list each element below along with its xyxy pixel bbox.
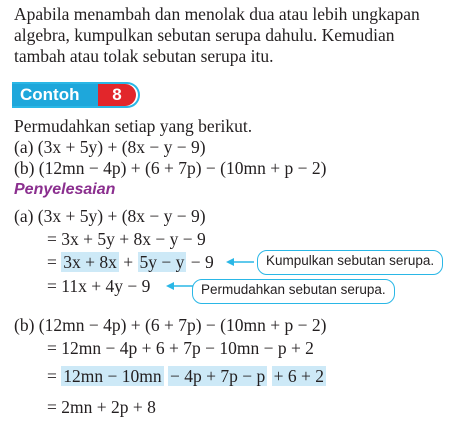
intro-line-3: tambah atau tolak sebutan serupa itu. xyxy=(14,46,274,66)
question-b: (b) (12mn − 4p) + (6 + 7p) − (10mn + p − 2) xyxy=(14,158,327,178)
example-number: 8 xyxy=(98,84,136,106)
question-prompt: Permudahkan setiap yang berikut. xyxy=(14,116,253,136)
solution-b-line-4: = 2mn + 2p + 8 xyxy=(47,397,156,417)
intro-line-2: algebra, kumpulkan sebutan serupa dahulu. Kemudian xyxy=(14,25,395,45)
question-a: (a) (3x + 5y) + (8x − y − 9) xyxy=(14,137,206,157)
solution-b-line-3: = 12mn − 10mn − 4p + 7p − p + 6 + 2 xyxy=(47,366,324,386)
highlight-y-terms: 5y − y xyxy=(139,252,185,272)
example-label: Contoh xyxy=(12,84,98,106)
callout-group-like-terms: Kumpulkan sebutan serupa. xyxy=(257,250,443,275)
intro-line-1: Apabila menambah dan menolak dua atau lebih ungkapan xyxy=(14,4,420,24)
solution-b-line-2: = 12mn − 4p + 6 + 7p − 10mn − p + 2 xyxy=(47,338,314,358)
solution-a-line-3: = 3x + 8x + 5y − y − 9 xyxy=(47,252,214,272)
solution-heading: Penyelesaian xyxy=(14,181,116,198)
solution-b-line-1: (b) (12mn − 4p) + (6 + 7p) − (10mn + p − 2) xyxy=(14,315,327,335)
solution-a-line-4: = 11x + 4y − 9 xyxy=(47,276,151,296)
example-badge xyxy=(12,82,140,108)
a-line3-constant: − 9 xyxy=(190,252,214,272)
highlight-constants: + 6 + 2 xyxy=(273,366,324,386)
solution-a-line-2: = 3x + 5y + 8x − y − 9 xyxy=(47,229,206,249)
highlight-p-terms: − 4p + 7p − p xyxy=(169,366,266,386)
callout-simplify-like-terms: Permudahkan sebutan serupa. xyxy=(192,279,395,304)
arrow-left-icon xyxy=(226,257,256,267)
highlight-mn-terms: 12mn − 10mn xyxy=(63,366,162,386)
highlight-x-terms: 3x + 8x xyxy=(63,252,117,272)
solution-a-line-1: (a) (3x + 5y) + (8x − y − 9) xyxy=(14,206,206,226)
